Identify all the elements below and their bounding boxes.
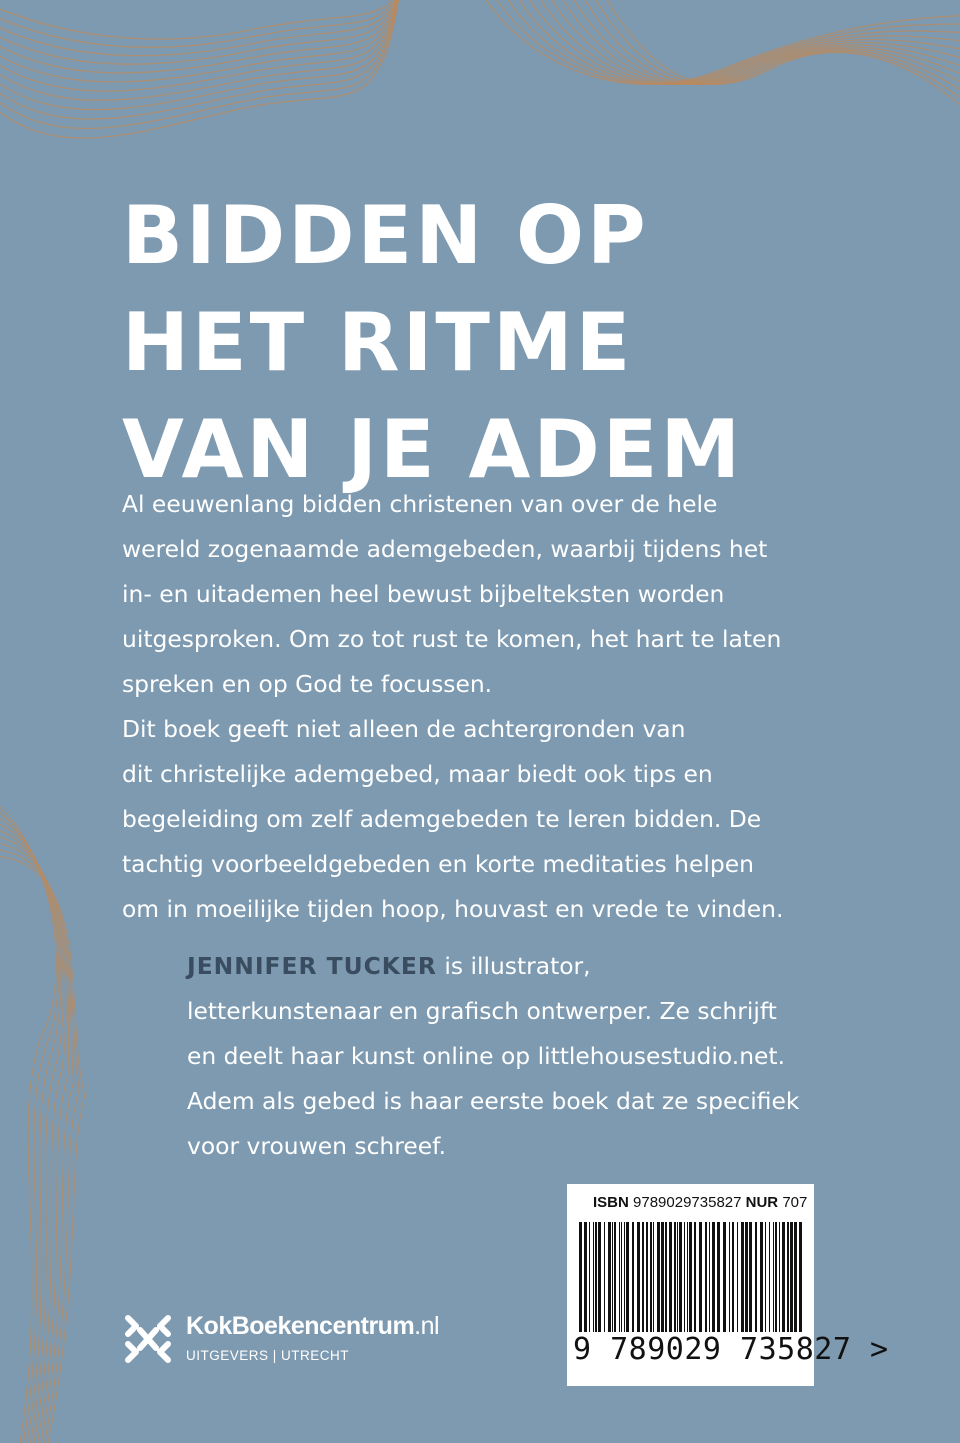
barcode-bar bbox=[589, 1222, 590, 1332]
barcode-bar bbox=[632, 1222, 634, 1332]
barcode-bar bbox=[749, 1222, 752, 1332]
description-line: Al eeuwenlang bidden christenen van over de hele bbox=[122, 490, 718, 518]
barcode-bar bbox=[684, 1222, 685, 1332]
barcode-bar bbox=[760, 1222, 763, 1332]
publisher-name bbox=[186, 1312, 439, 1341]
barcode-bar bbox=[653, 1222, 654, 1332]
wave-line bbox=[0, 0, 400, 47]
wave-line bbox=[0, 0, 400, 110]
barcode-bar bbox=[737, 1222, 738, 1332]
barcode-bar bbox=[608, 1222, 611, 1332]
barcode-bar bbox=[779, 1222, 780, 1332]
wave-line bbox=[0, 0, 400, 73]
wave-line bbox=[0, 0, 400, 128]
barcode-bar bbox=[626, 1222, 629, 1332]
book-description bbox=[122, 482, 922, 932]
title-line: VAN JE ADEM bbox=[122, 403, 744, 496]
wave-line bbox=[0, 0, 400, 82]
barcode-bar bbox=[782, 1222, 785, 1332]
author-bio bbox=[187, 944, 927, 1169]
barcode-bar bbox=[642, 1222, 644, 1332]
barcode-bar bbox=[669, 1222, 672, 1332]
barcode-bar bbox=[646, 1222, 648, 1332]
barcode-bar bbox=[723, 1222, 726, 1332]
wave-line bbox=[0, 828, 66, 1443]
title-line: HET RITME bbox=[122, 296, 634, 389]
isbn-label: ISBN bbox=[593, 1194, 629, 1211]
description-line: Dit boek geeft niet alleen de achtergronden van bbox=[122, 715, 686, 743]
publisher-tld: .nl bbox=[414, 1312, 440, 1340]
cross-arrows-logo-icon bbox=[122, 1310, 174, 1368]
barcode-bar bbox=[787, 1222, 789, 1332]
description-line: dit christelijke ademgebed, maar biedt ook tips en bbox=[122, 760, 713, 788]
publisher-subtitle: UITGEVERS | UTRECHT bbox=[186, 1348, 350, 1363]
isbn-line bbox=[593, 1194, 807, 1211]
nur-number: 707 bbox=[782, 1194, 808, 1211]
description-line: in- en uitademen heel bewust bijbelteksten worden bbox=[122, 580, 725, 608]
barcode-bar bbox=[705, 1222, 707, 1332]
barcode-bar bbox=[709, 1222, 710, 1332]
publisher-logo bbox=[122, 1310, 440, 1372]
barcode-bar bbox=[614, 1222, 616, 1332]
barcode-bar bbox=[598, 1222, 601, 1332]
barcode-bar bbox=[732, 1222, 734, 1332]
left-wave-lines bbox=[0, 800, 85, 1443]
isbn-number: 9789029735827 bbox=[633, 1194, 742, 1211]
description-line: spreken en op God te focussen. bbox=[122, 670, 493, 698]
author-bio-line: Adem als gebed is haar eerste boek dat ze specifiek bbox=[187, 1087, 800, 1115]
barcode-bar bbox=[584, 1222, 587, 1332]
author-bio-line: en deelt haar kunst online op littlehousestudio.net. bbox=[187, 1042, 786, 1070]
barcode-bar bbox=[657, 1222, 660, 1332]
barcode-bar bbox=[694, 1222, 696, 1332]
barcode-bar bbox=[687, 1222, 688, 1332]
barcode-bar bbox=[790, 1222, 793, 1332]
author-name: JENNIFER TUCKER bbox=[187, 952, 437, 980]
barcode-bar bbox=[745, 1222, 748, 1332]
author-bio-line bbox=[187, 944, 927, 989]
publisher-name-main: KokBoekencentrum bbox=[186, 1312, 415, 1340]
wave-line bbox=[0, 0, 400, 39]
author-bio-line: voor vrouwen schreef. bbox=[187, 1132, 447, 1160]
top-left-wave-lines bbox=[0, 0, 400, 138]
top-right-wave-lines bbox=[480, 0, 960, 114]
description-line: begeleiding om zelf ademgebeden te leren bidden. De bbox=[122, 805, 762, 833]
barcode-bar bbox=[712, 1222, 715, 1332]
wave-line bbox=[0, 800, 56, 1443]
barcode-bar bbox=[579, 1222, 582, 1332]
nur-label: NUR bbox=[745, 1194, 779, 1211]
barcode-bar bbox=[595, 1222, 597, 1332]
barcode-bar bbox=[650, 1222, 652, 1332]
barcode-panel bbox=[567, 1184, 889, 1386]
barcode-bar bbox=[604, 1222, 605, 1332]
wave-line bbox=[0, 807, 59, 1443]
description-line: uitgesproken. Om zo tot rust te komen, het hart te laten bbox=[122, 625, 782, 653]
barcode-digits: 9 789029 735827 > bbox=[573, 1332, 889, 1367]
barcode-bar bbox=[769, 1222, 770, 1332]
barcode-bar bbox=[677, 1222, 678, 1332]
book-title bbox=[122, 182, 922, 503]
barcode-bar bbox=[593, 1222, 594, 1332]
barcode-bar bbox=[799, 1222, 802, 1332]
barcode-bar bbox=[699, 1222, 702, 1332]
barcode-bar bbox=[661, 1222, 664, 1332]
barcode-bar bbox=[619, 1222, 620, 1332]
barcode-bar bbox=[794, 1222, 797, 1332]
description-line: om in moeilijke tijden hoop, houvast en vrede te vinden. bbox=[122, 895, 784, 923]
barcode-bar bbox=[624, 1222, 625, 1332]
barcode-bar bbox=[674, 1222, 676, 1332]
barcode-bar bbox=[679, 1222, 682, 1332]
description-line: tachtig voorbeeldgebeden en korte meditaties helpen bbox=[122, 850, 754, 878]
barcode-bar bbox=[755, 1222, 757, 1332]
barcode-bar bbox=[717, 1222, 720, 1332]
barcode-bar bbox=[621, 1222, 622, 1332]
barcode-bar bbox=[773, 1222, 774, 1332]
barcode-bar bbox=[612, 1222, 613, 1332]
barcode-bar bbox=[765, 1222, 766, 1332]
barcode-bar bbox=[689, 1222, 692, 1332]
barcode-bar bbox=[665, 1222, 667, 1332]
wave-line bbox=[0, 0, 400, 100]
wave-line bbox=[0, 0, 400, 138]
barcode-bar bbox=[637, 1222, 640, 1332]
barcode-bar bbox=[729, 1222, 730, 1332]
title-line: BIDDEN OP bbox=[122, 189, 649, 282]
barcode-bar bbox=[775, 1222, 777, 1332]
author-bio-line-rest: is illustrator, bbox=[436, 952, 591, 980]
author-bio-line: letterkunstenaar en grafisch ontwerper. Ze schrijft bbox=[187, 997, 777, 1025]
description-line: wereld zogenaamde ademgebeden, waarbij tijdens het bbox=[122, 535, 768, 563]
barcode-bars bbox=[577, 1222, 805, 1334]
barcode-bar bbox=[741, 1222, 744, 1332]
